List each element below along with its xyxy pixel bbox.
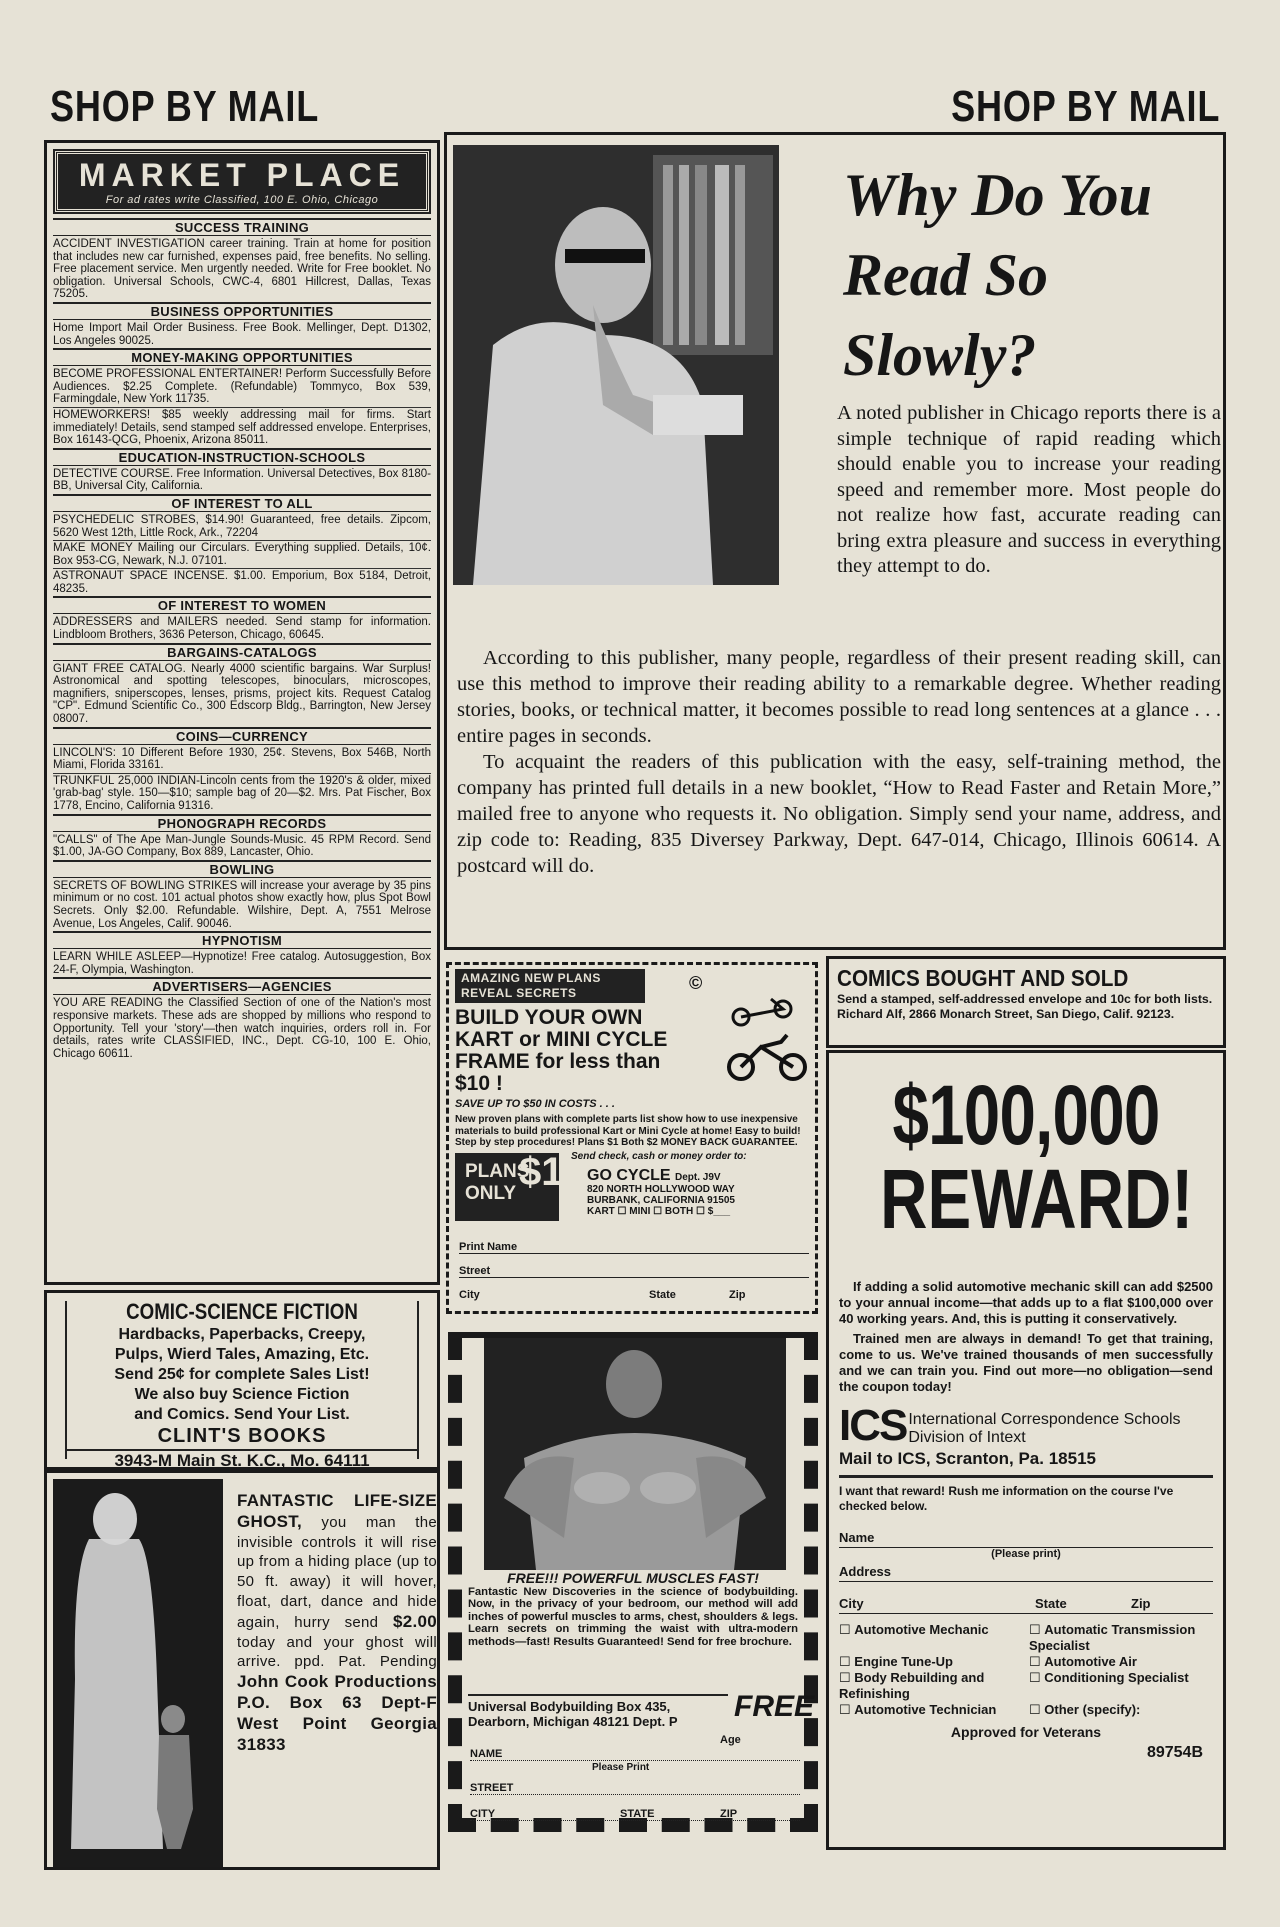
ghost-ad-company: John Cook Productions P.O. Box 63 Dept-F West Point Georgia 31833 <box>237 1672 437 1754</box>
kart-name-field[interactable]: Print Name <box>459 1241 809 1254</box>
classified-ad: ADDRESSERS and MAILERS needed. Send stamp for information. Lindbloom Brothers, 3636 Peterson, Chicago, 60645. <box>53 616 431 642</box>
csf-line: Pulps, Wierd Tales, Amazing, Etc. <box>114 1346 370 1363</box>
muscles-name-field[interactable] <box>470 1734 800 1761</box>
plans-only-box <box>455 1150 564 1221</box>
classified-heading: EDUCATION-INSTRUCTION-SCHOOLS <box>53 451 431 466</box>
muscles-age-label: Age <box>720 1734 741 1746</box>
classified-section <box>53 727 431 814</box>
ics-address-field[interactable] <box>839 1564 1213 1582</box>
csf-title: COMIC-SCIENCE FICTION <box>126 1299 358 1324</box>
classified-ad: MAKE MONEY Mailing our Circulars. Everything supplied. Details, 10¢. Box 953-CG, Newark, N.J. 07101. <box>53 541 431 569</box>
ics-name-field[interactable] <box>839 1530 1213 1548</box>
csf-store-name: CLINT'S BOOKS <box>157 1425 327 1447</box>
page-header-left: SHOP BY MAIL <box>50 82 320 131</box>
speed-reading-ad <box>444 132 1226 950</box>
csf-line: Hardbacks, Paperbacks, Creepy, <box>118 1326 366 1343</box>
market-place-classifieds <box>44 140 440 1285</box>
classified-ad: PSYCHEDELIC STROBES, $14.90! Guaranteed, free details. Zipcom, 5620 West 12th, Little Rock, Ark., 72204 <box>53 513 431 541</box>
ics-course-checklist[interactable] <box>839 1622 1213 1718</box>
classified-ad: "CALLS" of The Ape Man-Jungle Sounds-Music. 45 RPM Record. Send $1.00, JA-GO Company, Box 889, Lancaster, Ohio. <box>53 833 431 859</box>
kart-street-field[interactable]: Street <box>459 1265 809 1278</box>
csf-line: Send 25¢ for complete Sales List! <box>114 1366 370 1383</box>
ics-mail-to: Mail to ICS, Scranton, Pa. 18515 <box>839 1449 1213 1478</box>
bodybuilder-photo <box>484 1338 786 1570</box>
classified-heading: COINS—CURRENCY <box>53 730 431 745</box>
kart-body: New proven plans with complete parts list show how to use inexpensive materials to build professional Kart or Mini Cycle at home! Easy to build! Step by step procedures! Plans $1 Both $2 MONEY BACK GUARANTEE. <box>455 1114 801 1148</box>
muscles-body: Fantastic New Discoveries in the science of bodybuilding. Now, in the privacy of your bedroom, our method will add inches of powerful muscles to arms, chest, shoulders & legs. Learn secrets on trimming the waist with ultra-modern methods—fast! Results Guaranteed! Send for free brochure. <box>468 1586 798 1648</box>
go-cycle-addr2: BURBANK, CALIFORNIA 91505 <box>587 1195 735 1206</box>
ics-course-checkbox[interactable]: ☐ Automotive Technician <box>839 1702 1023 1718</box>
reward-title: REWARD! <box>880 1152 1194 1246</box>
csf-address: 3943-M Main St. K.C., Mo. 64111 <box>67 1449 417 1473</box>
muscles-free-label: FREE <box>734 1690 815 1723</box>
go-cycle-name: GO CYCLE <box>587 1167 671 1184</box>
classified-ad: LEARN WHILE ASLEEP—Hypnotize! Free catalog. Autosuggestion, Box 24-F, Olympia, Washington. <box>53 951 431 976</box>
classified-heading: OF INTEREST TO ALL <box>53 497 431 512</box>
muscles-city-row[interactable] <box>470 1808 800 1821</box>
muscles-name-label: NAME <box>470 1748 503 1760</box>
csf-line: We also buy Science Fiction <box>134 1386 350 1403</box>
copyright-icon: © <box>689 973 703 993</box>
go-cycle-address <box>587 1167 807 1217</box>
reading-paragraph-3: To acquaint the readers of this publication with the easy, self-training method, the company has printed full details in a new booklet, “How to Read Faster and Retain More,” mailed free to anyone who requests it. No obligation. Simply send your name, address, and zip code to: Reading, 835 Diversey Parkway, Dept. 647-014, Chicago, Illinois 60614. A postcard will do. <box>457 751 1221 877</box>
ghost-ad-body: you man the invisible controls it will rise up from a hiding place (up to 50 ft. away) it will hover, float, dart, dance and hide again, hurry send <box>237 1513 437 1631</box>
go-cycle-dept: Dept. J9V <box>675 1172 721 1183</box>
ics-reward-ad <box>826 1050 1226 1850</box>
page-header-right: SHOP BY MAIL <box>950 82 1220 131</box>
classified-heading: PHONOGRAPH RECORDS <box>53 817 431 832</box>
kart-city-label: City <box>459 1289 480 1301</box>
kart-cycle-drawing <box>711 987 811 1087</box>
classified-ad: TRUNKFUL 25,000 INDIAN-Lincoln cents from the 1920's & older, mixed 'grab-bag' style. 150—$10; sample bag of 20—$2. Mrs. Pat Fischer, Box 1778, Encino, California 91316. <box>53 774 431 812</box>
kart-mini-cycle-ad <box>446 962 818 1314</box>
comics-bought-sold-ad <box>826 956 1226 1048</box>
muscles-city-label: CITY <box>470 1808 496 1820</box>
ics-city-label: City <box>839 1596 864 1611</box>
kart-options[interactable]: KART ☐ MINI ☐ BOTH ☐ $___ <box>587 1206 731 1217</box>
comic-science-fiction-ad <box>44 1290 440 1470</box>
classified-section <box>53 494 431 597</box>
go-cycle-addr1: 820 NORTH HOLLYWOOD WAY <box>587 1184 735 1195</box>
ics-name-label: Name <box>839 1530 875 1545</box>
ghost-ad <box>44 1470 440 1870</box>
ics-code: 89754B <box>1146 1744 1203 1761</box>
market-place-subtitle: For ad rates write Classified, 100 E. Ohio, Chicago <box>105 194 379 206</box>
classified-ad: GIANT FREE CATALOG. Nearly 4000 scientific bargains. War Surplus! Astronomical and spotting telescopes, binoculars, microscopes, magnifiers, sniperscopes, lenses, prisms, project kits. Request Catalog "CP". Edmund Scientific Co., 300 Edscorp Bldg., Barrington, New Jersey 08007. <box>53 662 431 726</box>
classified-heading: BOWLING <box>53 863 431 878</box>
classified-section <box>53 218 431 302</box>
ics-veterans: Approved for Veterans <box>950 1724 1102 1740</box>
classified-ad: LINCOLN'S: 10 Different Before 1930, 25¢. Stevens, Box 546B, North Miami, Florida 33161. <box>53 746 431 774</box>
classified-heading: BARGAINS-CATALOGS <box>53 646 431 661</box>
kart-send-line: Send check, cash or money order to: <box>571 1151 747 1162</box>
muscles-state-label: STATE <box>620 1808 655 1820</box>
muscles-zip-label: ZIP <box>720 1808 738 1820</box>
ghost-ad-body-rest: today and your ghost will arrive. ppd. Pat. Pending <box>237 1633 437 1671</box>
kart-city-row[interactable] <box>459 1289 809 1301</box>
classified-ad: HOMEWORKERS! $85 weekly addressing mail for firms. Start immediately! Details, send stamped self addressed envelope. Enterprises, Box 16143-QCG, Phoenix, Arizona 85011. <box>53 408 431 447</box>
muscles-address: Universal Bodybuilding Box 435, Dearborn, Michigan 48121 Dept. P <box>468 1694 728 1729</box>
classified-ad: SECRETS OF BOWLING STRIKES will increase your average by 35 pins minimum or no cost. 101 actual photos show exactly how, plus Spot Bowl Secrets. Only $2.00. Refundable. Wilshire, Dept. A, 7551 Melrose Avenue, Los Angeles, Calif. 90046. <box>53 879 431 930</box>
classified-section <box>53 448 431 494</box>
ics-course-checkbox[interactable]: ☐ Other (specify): <box>1029 1702 1213 1718</box>
ics-course-checkbox[interactable]: ☐ Body Rebuilding and Refinishing <box>839 1670 1023 1702</box>
classified-heading: OF INTEREST TO WOMEN <box>53 599 431 614</box>
comics-bought-headline: COMICS BOUGHT AND SOLD <box>837 965 1129 991</box>
market-place-banner <box>55 151 429 212</box>
ics-course-checkbox[interactable]: ☐ Conditioning Specialist <box>1029 1670 1213 1702</box>
ics-city-row[interactable] <box>839 1596 1213 1614</box>
reward-paragraph-2: Trained men are always in demand! To get that training, come to us. We've trained thousands of men successfully and we can train you. Find out more—no obligation—send the coupon today! <box>839 1331 1213 1394</box>
market-place-title: MARKET PLACE <box>78 157 406 193</box>
kart-save: SAVE UP TO $50 IN COSTS . . . <box>455 1098 615 1110</box>
classified-ad: ACCIDENT INVESTIGATION career training. Train at home for position that includes new car furnished, expenses paid, free benefits. No selling. Free placement service. Men urgently needed. Write for Free booklet. No obligation. Universal Schools, CWC-4, 6801 Hillcrest, Dallas, Texas 75205. <box>53 238 431 301</box>
classified-heading: ADVERTISERS—AGENCIES <box>53 980 431 995</box>
kart-tag: AMAZING NEW PLANS REVEAL SECRETS <box>455 969 645 1003</box>
reading-paragraph-2: According to this publisher, many people, regardless of their present reading skill, can use this method to improve their reading ability to a remarkable degree. Whether reading stories, books, or technical matter, it becomes possible to read long sentences at a glance . . . entire pages in seconds. <box>457 647 1221 747</box>
classified-section <box>53 931 431 977</box>
classified-ad: DETECTIVE COURSE. Free Information. Universal Detectives, Box 8180-BB, Universal City, California. <box>53 467 431 493</box>
ics-want-text: I want that reward! Rush me information on the course I've checked below. <box>839 1484 1174 1513</box>
kart-zip-label: Zip <box>729 1289 746 1301</box>
classified-heading: MONEY-MAKING OPPORTUNITIES <box>53 351 431 366</box>
ics-course-checkbox[interactable]: ☐ Automotive Mechanic <box>839 1622 1023 1654</box>
csf-line: and Comics. Send Your List. <box>134 1406 350 1423</box>
ics-state-label: State <box>1035 1596 1067 1611</box>
classified-ad: BECOME PROFESSIONAL ENTERTAINER! Perform Successfully Before Audiences. $2.25 Complete. (Refundable) Tommyco, Box 539, Farmingdale, New York 11735. <box>53 367 431 408</box>
ics-address-label: Address <box>839 1564 892 1579</box>
ics-name: International Correspondence Schools <box>908 1411 1181 1428</box>
ics-please-print: (Please print) <box>991 1548 1061 1560</box>
classified-section <box>53 643 431 727</box>
muscles-headline: FREE!!! POWERFUL MUSCLES FAST! <box>507 1570 759 1586</box>
reading-paragraph-1: A noted publisher in Chicago reports there is a simple technique of rapid reading which should enable you to increase your reading speed and remember more. Most people do not realize how fast, accurate reading can bring extra pleasure and success in everything they attempt to do. <box>837 402 1221 577</box>
muscles-street-field[interactable]: STREET <box>470 1782 800 1795</box>
reading-man-photo <box>453 145 779 585</box>
reward-amount: $100,000 <box>892 1068 1160 1162</box>
classified-heading: BUSINESS OPPORTUNITIES <box>53 305 431 320</box>
reward-paragraph-1: If adding a solid automotive mechanic skill can add $2500 to your annual income—that adds up to a flat $100,000 over 40 working years. And, this is putting it conservatively. <box>839 1279 1213 1326</box>
classified-sections <box>53 218 431 1061</box>
classified-section <box>53 977 431 1061</box>
kart-state-label: State <box>649 1289 676 1301</box>
ghost-ad-title: FANTASTIC LIFE-SIZE GHOST, <box>237 1491 437 1531</box>
ghost-ad-text <box>237 1491 437 1866</box>
classified-ad: YOU ARE READING the Classified Section of one of the Nation's most responsive markets. These ads are shopped by millions who respond to Opportunity. Tell your 'story'—then watch inquiries, orders roll in. For details, rates write CLASSIFIED, INC., Dept. CG-10, 100 E. Ohio, Chicago 60611. <box>53 997 431 1060</box>
classified-section <box>53 860 431 931</box>
comics-bought-body: Send a stamped, self-addressed envelope and 10c for both lists. Richard Alf, 2866 Monarch Street, San Diego, Calif. 92123. <box>837 992 1213 1021</box>
ics-course-checkbox[interactable]: ☐ Automotive Air <box>1029 1654 1213 1670</box>
ghost-ad-price: $2.00 <box>392 1611 437 1631</box>
muscles-please-print: Please Print <box>592 1762 650 1773</box>
classified-section <box>53 596 431 642</box>
ics-zip-label: Zip <box>1131 1596 1151 1611</box>
classified-ad: Home Import Mail Order Business. Free Book. Mellinger, Dept. D1302, Los Angeles 90025. <box>53 321 431 347</box>
classified-section <box>53 348 431 448</box>
reading-headline: Why Do You Read So Slowly? <box>843 162 1152 388</box>
ics-division: Division of Intext <box>908 1429 1026 1446</box>
muscles-ad <box>448 1332 818 1832</box>
classified-section <box>53 302 431 348</box>
ics-logo <box>839 1401 1213 1450</box>
classified-section <box>53 814 431 860</box>
ics-course-checkbox[interactable]: ☐ Automatic Transmission Specialist <box>1029 1622 1213 1654</box>
plans-price: $1 <box>519 1150 564 1194</box>
classified-heading: HYPNOTISM <box>53 934 431 949</box>
ghost-photo <box>53 1479 223 1867</box>
reading-body <box>457 645 1221 879</box>
ics-course-checkbox[interactable]: ☐ Engine Tune-Up <box>839 1654 1023 1670</box>
ics-logo-mark: ICS <box>839 1401 907 1450</box>
classified-ad: ASTRONAUT SPACE INCENSE. $1.00. Emporium, Box 5184, Detroit, 48235. <box>53 570 431 595</box>
plans-only-label: PLANS ONLY <box>465 1161 530 1204</box>
kart-headline: BUILD YOUR OWN KART or MINI CYCLE FRAME for less than $10 ! <box>455 1006 668 1095</box>
classified-heading: SUCCESS TRAINING <box>53 221 431 236</box>
